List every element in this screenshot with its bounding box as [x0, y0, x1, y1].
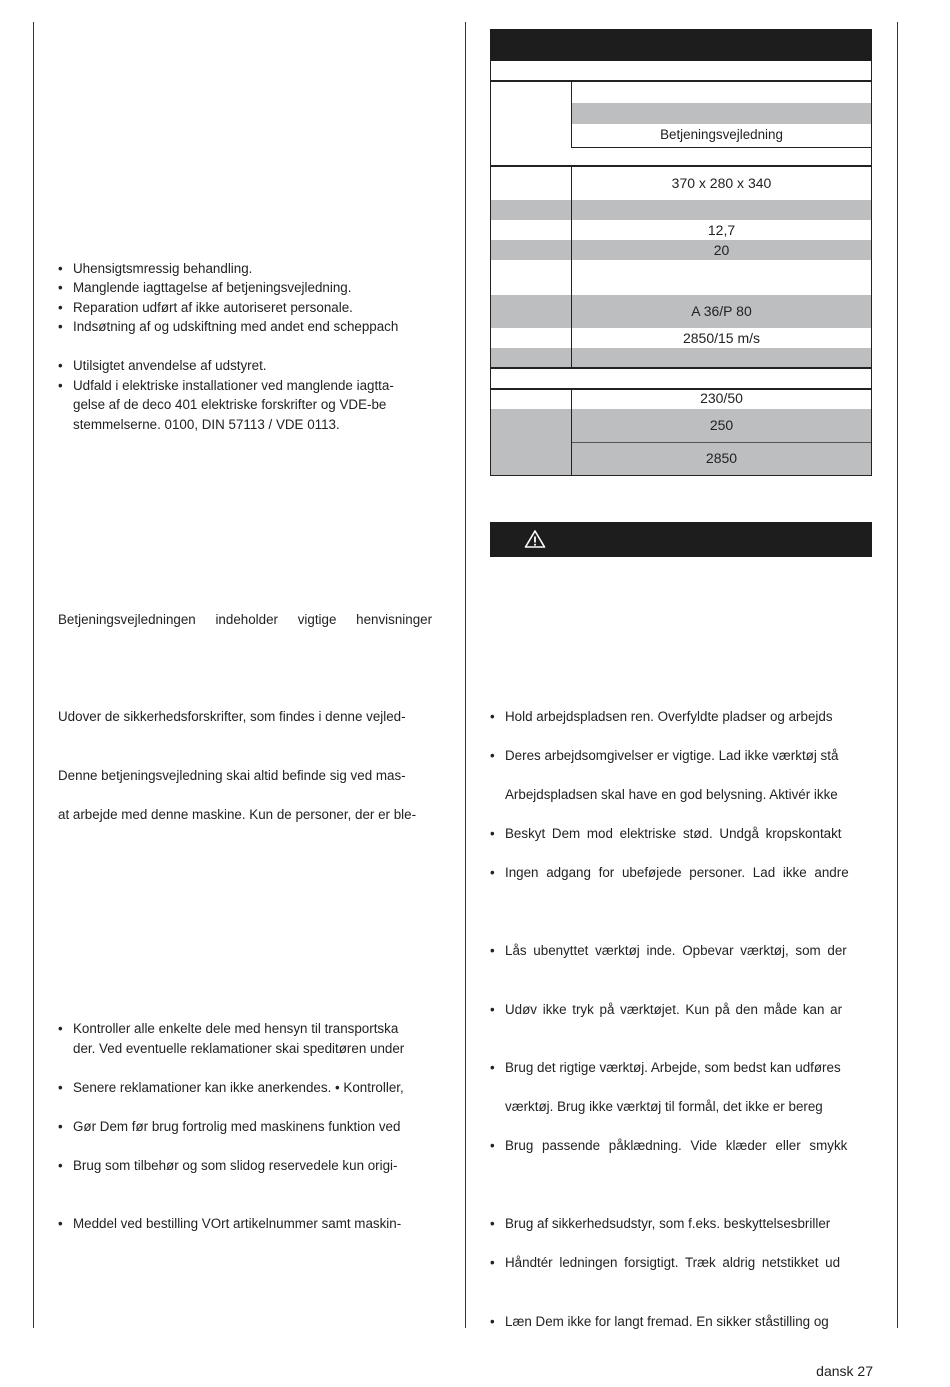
table-cell-20: 20 [713, 242, 730, 258]
table-row [491, 200, 871, 220]
table-header-bar [490, 29, 872, 61]
page-number: dansk 27 [816, 1363, 873, 1379]
table-cell-dimensions: 370 x 280 x 340 [671, 175, 772, 191]
paragraph-line: Udover de sikkerhedsforskrifter, som findes i denne vejled- [58, 709, 406, 724]
paragraph-line: at arbejde med denne maskine. Kun de personer, der er ble- [58, 807, 417, 822]
table-cell-manual: Betjeningsvejledning [660, 127, 783, 142]
warning-bar [490, 522, 872, 557]
table-cell-rpm: 2850 [705, 450, 738, 466]
paragraph-line: Denne betjeningsvejledning skai altid befinde sig ved mas- [58, 768, 406, 783]
left-column-rule [33, 22, 34, 1328]
table-row [572, 103, 871, 124]
right-column-rule [897, 22, 898, 1328]
spec-table [490, 60, 872, 476]
table-row [491, 348, 871, 367]
table-cell-grit: A 36/P 80 [691, 303, 752, 319]
table-cell-speed: 2850/15 m/s [682, 330, 761, 346]
warning-triangle-icon [524, 529, 546, 549]
paragraph-line: Betjeningsvejledningen indeholder vigtige henvisninger [58, 612, 433, 627]
table-cell-weight: 12,7 [707, 222, 736, 238]
table-cell-voltage: 230/50 [700, 390, 743, 406]
center-column-rule [465, 22, 466, 1328]
table-cell-power: 250 [709, 417, 734, 433]
